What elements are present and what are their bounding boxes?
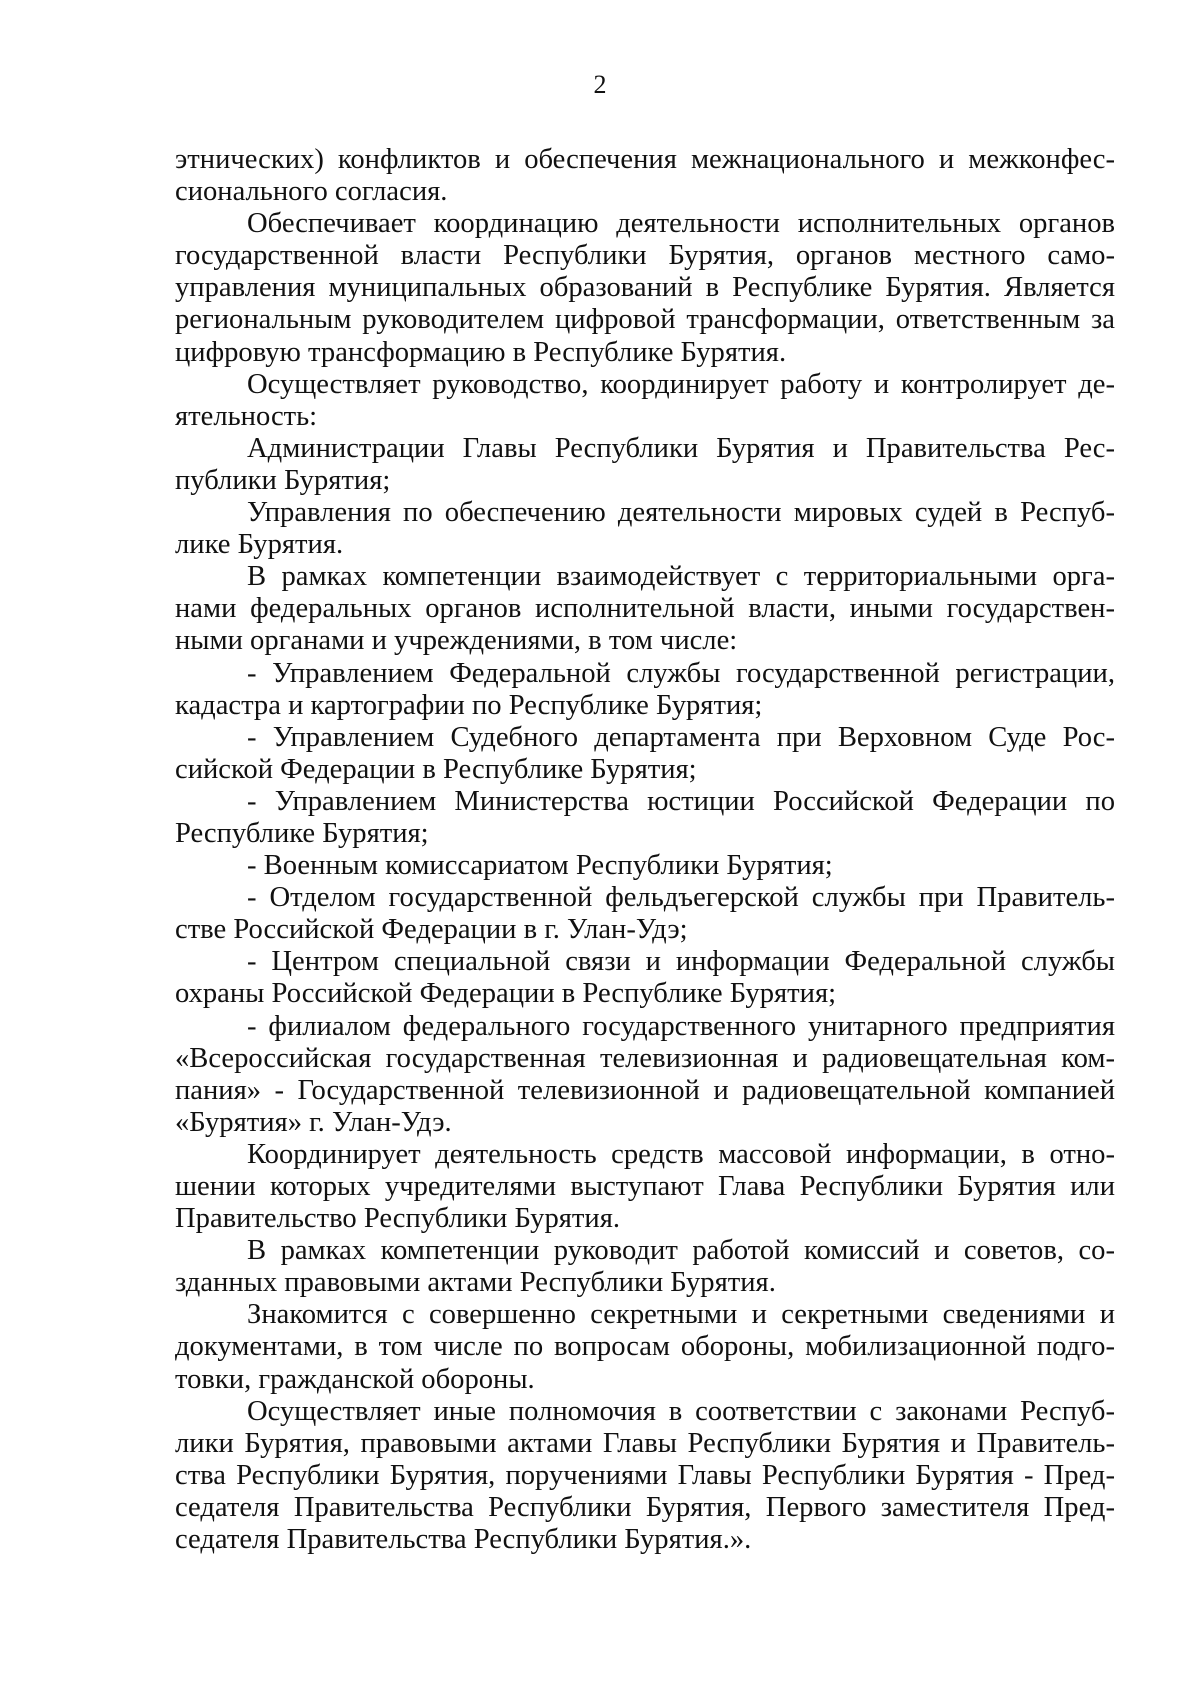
text-line: охраны Российской Федерации в Республике Бурятия; [175,978,837,1010]
text-line: Правительство Республики Бурятия. [175,1203,621,1235]
text-line: «Всероссийская государственная телевизионная и радиовещательная ком- [175,1042,1115,1074]
text-line: лики Бурятия, правовыми актами Главы Республики Бурятия и Правитель- [175,1427,1115,1459]
text-line: зданных правовыми актами Республики Бурятия. [175,1267,776,1299]
text-line: лике Бурятия. [175,529,344,561]
text-line: В рамках компетенции взаимодействует с территориальными орга- [247,561,1115,593]
text-line: ства Республики Бурятия, поручениями Главы Республики Бурятия - Пред- [175,1459,1115,1491]
text-line: товки, гражданской обороны. [175,1363,535,1395]
text-line: Знакомится с совершенно секретными и секретными сведениями и [247,1299,1115,1331]
text-line: - Отделом государственной фельдъегерской службы при Правитель- [247,882,1115,914]
text-line: этнических) конфликтов и обеспечения межнационального и межконфес- [175,144,1115,175]
text-line: стве Российской Федерации в г. Улан-Удэ; [175,914,688,946]
text-line: седателя Правительства Республики Бурятия.». [175,1524,752,1556]
text-line: государственной власти Республики Бурятия, органов местного само- [175,240,1115,272]
text-line: шении которых учредителями выступают Глава Республики Бурятия или [175,1171,1115,1202]
text-line: Осуществляет иные полномочия в соответствии с законами Респуб- [247,1395,1115,1427]
text-line: документами, в том числе по вопросам обороны, мобилизационной подго- [175,1331,1115,1363]
page-number: 2 [593,70,607,99]
text-line: седателя Правительства Республики Бурятия, Первого заместителя Пред- [175,1491,1115,1523]
text-line: - Центром специальной связи и информации Федеральной службы [247,946,1115,978]
text-line: Администрации Главы Республики Бурятия и Правительства Рес- [247,432,1115,464]
text-line: ятельность: [175,400,318,432]
text-line: В рамках компетенции руководит работой комиссий и советов, со- [247,1235,1115,1267]
text-line: ными органами и учреждениями, в том числе: [175,625,738,657]
text-line: сионального согласия. [175,176,448,208]
text-line: - Управлением Судебного департамента при Верховном Суде Рос- [247,721,1115,753]
text-line: пания» - Государственной телевизионной и радиовещательной компанией [175,1074,1115,1106]
text-line: - филиалом федерального государственного унитарного предприятия [247,1010,1115,1042]
text-line: цифровую трансформацию в Республике Бурятия. [175,336,787,368]
text-line: управления муниципальных образований в Республике Бурятия. Является [175,272,1115,304]
text-line: кадастра и картографии по Республике Бурятия; [175,689,763,721]
text-line: Обеспечивает координацию деятельности исполнительных органов [247,208,1115,240]
text-line: сийской Федерации в Республике Бурятия; [175,753,697,785]
text-line: - Управлением Министерства юстиции Российской Федерации по [247,785,1115,817]
text-line: Управления по обеспечению деятельности мировых судей в Респуб- [247,497,1115,529]
text-line: - Военным комиссариатом Республики Бурятия; [247,850,833,882]
text-line: Координирует деятельность средств массовой информации, в отно- [247,1138,1115,1170]
text-line: нами федеральных органов исполнительной власти, иными государствен- [175,593,1115,625]
text-line: Республике Бурятия; [175,817,429,849]
text-line: Осуществляет руководство, координирует работу и контролирует де- [247,368,1115,400]
document-body [175,144,1115,1556]
text-line: публики Бурятия; [175,464,391,496]
text-line: региональным руководителем цифровой трансформации, ответственным за [175,304,1115,336]
text-line: - Управлением Федеральной службы государственной регистрации, [247,657,1115,689]
text-line: «Бурятия» г. Улан-Удэ. [175,1106,452,1138]
